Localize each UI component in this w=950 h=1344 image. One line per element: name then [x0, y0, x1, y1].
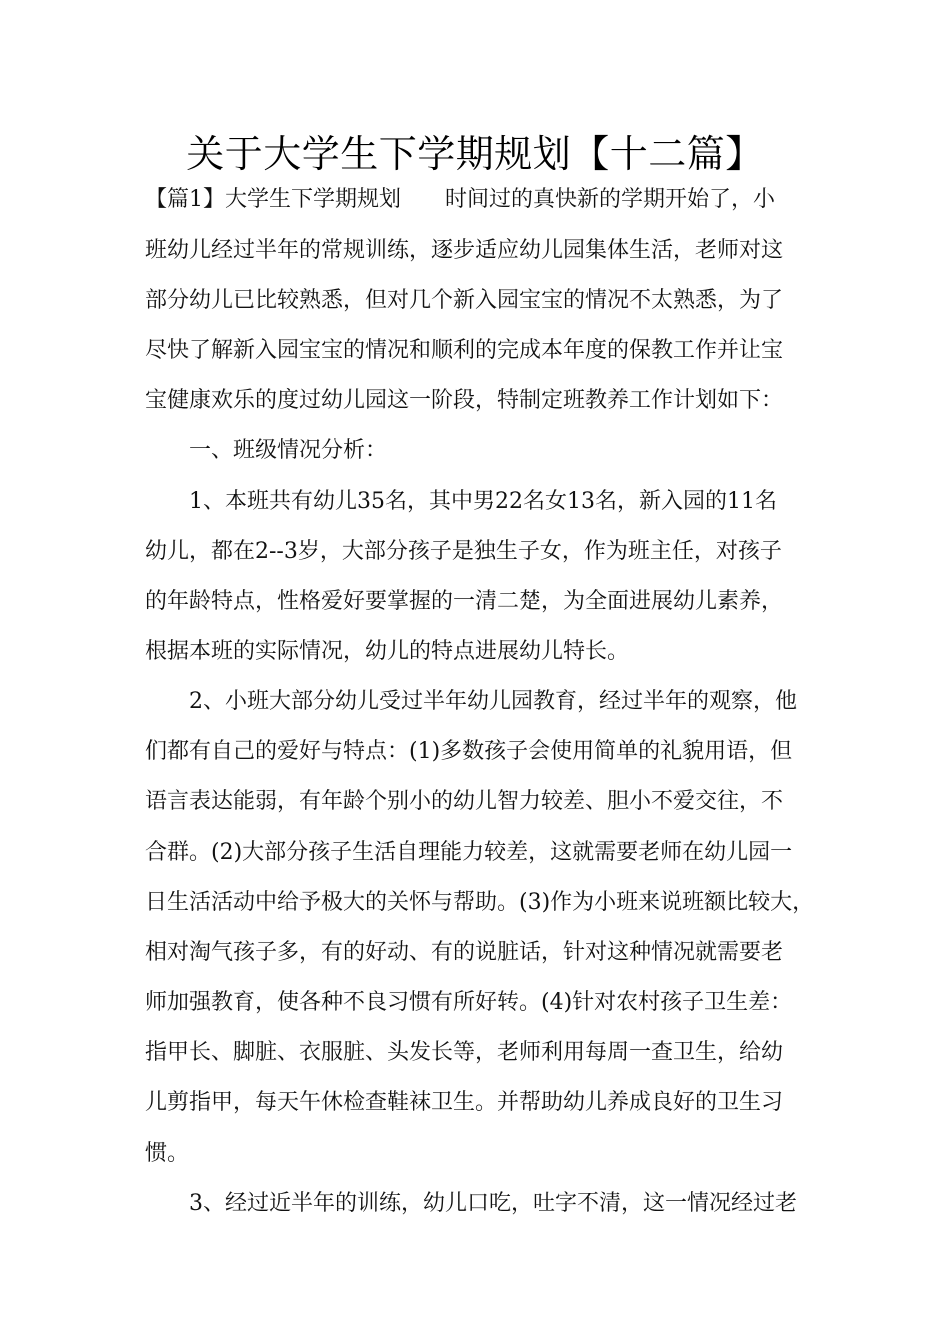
text-line: 3、经过近半年的训练，幼儿口吃，吐字不清，这一情况经过老 — [189, 1191, 797, 1216]
section-heading: 【篇1】大学生下学期规划 — [145, 187, 401, 212]
text-line: 幼儿，都在2--3岁，大部分孩子是独生子女，作为班主任，对孩子 — [145, 539, 782, 564]
text-line: 语言表达能弱，有年龄个别小的幼儿智力较差、胆小不爱交往，不 — [145, 789, 784, 814]
text-line: 们都有自己的爱好与特点：(1)多数孩子会使用简单的礼貌用语，但 — [145, 739, 793, 764]
text-line: 合群。(2)大部分孩子生活自理能力较差，这就需要老师在幼儿园一 — [145, 840, 793, 865]
text-line: 师加强教育，使各种不良习惯有所好转。(4)针对农村孩子卫生差： — [145, 990, 793, 1015]
text-run: 时间过的真快新的学期开始了，小 — [445, 187, 776, 212]
text-line: 部分幼儿已比较熟悉，但对几个新入园宝宝的情况不太熟悉，为了 — [145, 288, 784, 313]
text-line — [145, 180, 775, 220]
text-line: 宝健康欢乐的度过幼儿园这一阶段，特制定班教养工作计划如下： — [145, 388, 784, 413]
text-line: 的年龄特点，性格爱好要掌握的一清二楚，为全面进展幼儿素养， — [145, 589, 784, 614]
text-line: 班幼儿经过半年的常规训练，逐步适应幼儿园集体生活，老师对这 — [145, 238, 784, 263]
section-heading: 一、班级情况分析： — [189, 438, 388, 463]
document-title: 关于大学生下学期规划【十二篇】 — [186, 132, 764, 176]
text-line: 尽快了解新入园宝宝的情况和顺利的完成本年度的保教工作并让宝 — [145, 338, 784, 363]
text-line: 根据本班的实际情况，幼儿的特点进展幼儿特长。 — [145, 639, 630, 664]
text-line: 1、本班共有幼儿35名，其中男22名女13名，新入园的11名 — [189, 489, 777, 514]
text-line: 儿剪指甲，每天午休检查鞋袜卫生。并帮助幼儿养成良好的卫生习 — [145, 1090, 784, 1115]
text-line: 日生活活动中给予极大的关怀与帮助。(3)作为小班来说班额比较大， — [145, 890, 815, 915]
text-line: 2、小班大部分幼儿受过半年幼儿园教育，经过半年的观察，他 — [189, 689, 797, 714]
text-line: 相对淘气孩子多，有的好动、有的说脏话，针对这种情况就需要老 — [145, 940, 784, 965]
text-line: 指甲长、脚脏、衣服脏、头发长等，老师利用每周一查卫生，给幼 — [145, 1040, 784, 1065]
text-line: 惯。 — [145, 1141, 190, 1166]
